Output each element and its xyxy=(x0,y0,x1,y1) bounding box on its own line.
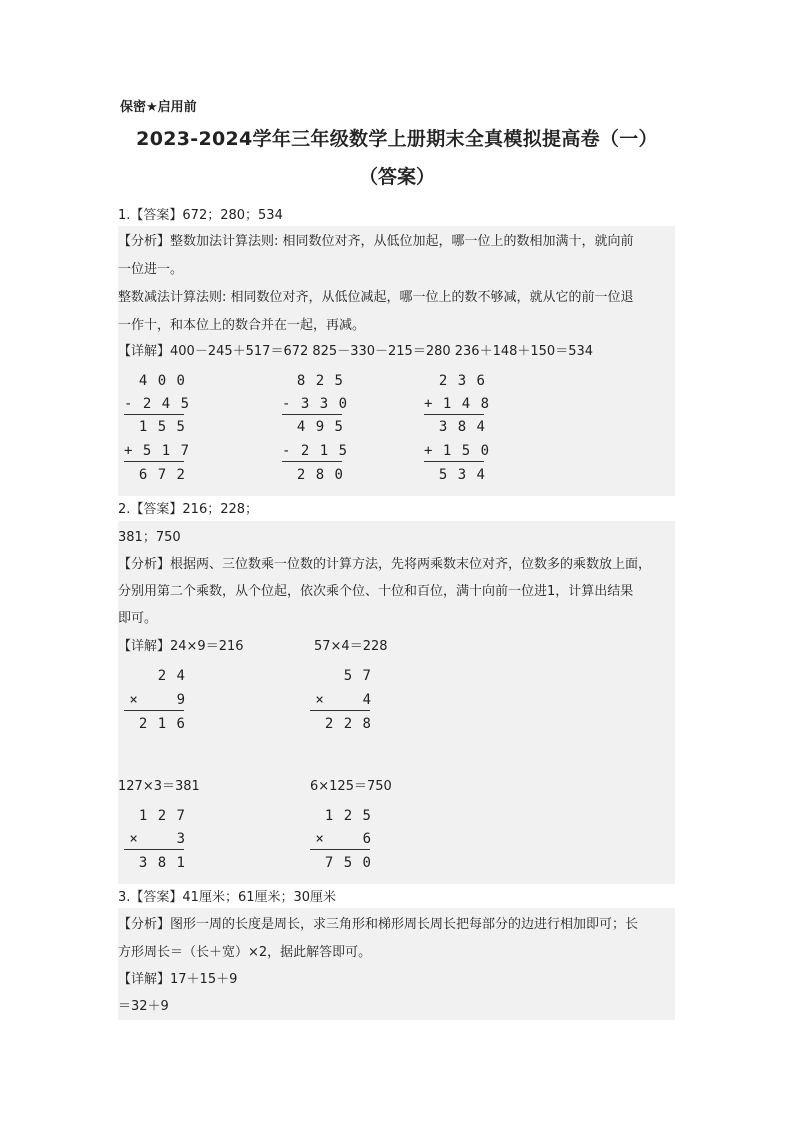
q1-vert1-rule-2 xyxy=(124,461,184,462)
q1-analysis-block xyxy=(118,226,675,496)
q2-analysis-line-2: 分别用第二个乘数，从个位起，依次乘个位、十位和百位，满十向前一位进1，计算出结果 xyxy=(118,584,634,599)
q1-analysis-line-3: 整数减法计算法则: 相同数位对齐，从低位减起，哪一位上的数不够减，就从它的前一位退 xyxy=(118,290,634,305)
q1-vert3-row-5: 5 3 4 xyxy=(438,467,486,483)
q1-detail: 【详解】400－245＋517＝672 825－330－215＝280 236＋148＋150＝534 xyxy=(118,344,594,359)
q1-vert1-row-4: + 5 1 7 xyxy=(124,443,191,459)
q2-vert2-row-1: 5 7 xyxy=(343,668,372,684)
q1-analysis-line-2: 一位进一。 xyxy=(118,262,184,277)
q1-vert2-row-4: - 2 1 5 xyxy=(282,443,349,459)
q2-vert1-row-2: × 9 xyxy=(129,692,186,708)
q1-vert3-row-3: 3 8 4 xyxy=(438,419,486,435)
q2-detail-c: 127×3＝381 xyxy=(118,779,200,794)
page-title: 2023-2024学年三年级数学上册期末全真模拟提高卷（一） xyxy=(136,128,658,150)
q2-vert2-row-2: × 4 xyxy=(315,692,372,708)
q2-vert3-row-2: × 3 xyxy=(129,831,186,847)
q1-vert2-rule-1 xyxy=(282,414,342,415)
q1-answer: 1.【答案】672；280；534 xyxy=(118,208,283,223)
q1-vert1-row-2: - 2 4 5 xyxy=(124,396,191,412)
q1-vert3-row-2: + 1 4 8 xyxy=(424,396,491,412)
q2-vert2-rule xyxy=(310,710,370,711)
q2-answer-continued: 381；750 xyxy=(118,530,181,545)
q2-vert3-row-3: 3 8 1 xyxy=(138,855,186,871)
q3-analysis-line-1: 【分析】图形一周的长度是周长，求三角形和梯形周长周长把每部分的边进行相加即可；长 xyxy=(118,917,639,932)
q1-vert1-row-1: 4 0 0 xyxy=(138,373,186,389)
q1-vert3-row-4: + 1 5 0 xyxy=(424,443,491,459)
q2-vert1-row-1: 2 4 xyxy=(157,668,186,684)
q1-vert1-row-3: 1 5 5 xyxy=(138,419,186,435)
page-subtitle: （答案） xyxy=(358,166,435,188)
q1-vert3-rule-1 xyxy=(424,414,484,415)
q1-vert3-row-1: 2 3 6 xyxy=(438,373,486,389)
q2-vert4-row-3: 7 5 0 xyxy=(324,855,372,871)
q1-analysis-line-4: 一作十，和本位上的数合并在一起，再减。 xyxy=(118,318,366,333)
q2-vert4-rule xyxy=(310,849,370,850)
q1-vert2-row-3: 4 9 5 xyxy=(296,419,344,435)
q2-vert1-row-3: 2 1 6 xyxy=(138,716,186,732)
q1-vert1-row-5: 6 7 2 xyxy=(138,467,186,483)
q2-analysis-line-3: 即可。 xyxy=(118,611,158,626)
q1-vert1-rule-1 xyxy=(124,414,184,415)
q2-analysis-block xyxy=(118,521,675,884)
q2-vert4-row-2: × 6 xyxy=(315,831,372,847)
q3-answer: 3.【答案】41厘米；61厘米；30厘米 xyxy=(118,890,337,905)
q2-detail-d: 6×125＝750 xyxy=(310,779,392,794)
q2-detail-b: 57×4＝228 xyxy=(314,639,388,654)
q2-vert2-row-3: 2 2 8 xyxy=(324,716,372,732)
q2-vert3-rule xyxy=(124,849,184,850)
q3-step: ＝32＋9 xyxy=(118,999,169,1014)
q1-vert2-row-2: - 3 3 0 xyxy=(282,396,349,412)
q3-analysis-line-2: 方形周长＝（长＋宽）×2，据此解答即可。 xyxy=(118,945,372,960)
q1-vert3-rule-2 xyxy=(424,461,484,462)
q2-vert4-row-1: 1 2 5 xyxy=(324,808,372,824)
q2-vert1-rule xyxy=(124,710,184,711)
q1-vert2-rule-2 xyxy=(282,461,342,462)
q3-detail: 【详解】17＋15＋9 xyxy=(118,972,238,987)
q2-answer: 2.【答案】216；228； xyxy=(118,502,259,517)
q2-analysis-line-1: 【分析】根据两、三位数乘一位数的计算方法，先将两乘数末位对齐，位数多的乘数放上面， xyxy=(118,557,652,572)
q2-vert3-row-1: 1 2 7 xyxy=(138,808,186,824)
confidential-label: 保密★启用前 xyxy=(120,100,197,115)
q2-detail-a: 【详解】24×9＝216 xyxy=(118,639,244,654)
q1-analysis-line-1: 【分析】整数加法计算法则: 相同数位对齐，从低位加起，哪一位上的数相加满十，就向前 xyxy=(118,234,634,249)
q1-vert2-row-1: 8 2 5 xyxy=(296,373,344,389)
q1-vert2-row-5: 2 8 0 xyxy=(296,467,344,483)
